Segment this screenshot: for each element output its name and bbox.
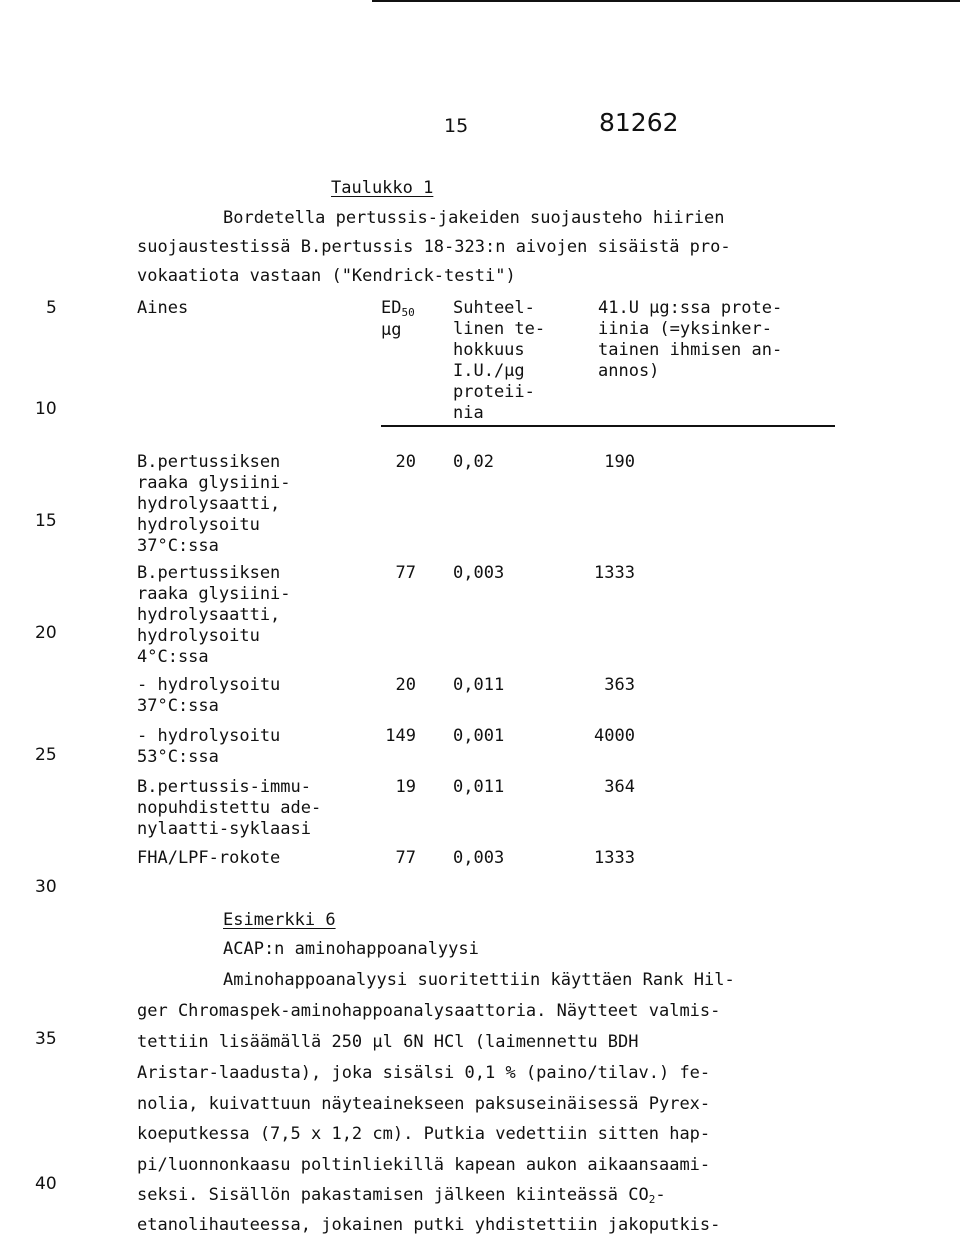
example-heading: Esimerkki 6 xyxy=(223,910,336,930)
table-cell-relative: 0,011 xyxy=(453,777,505,797)
example-subheading: ACAP:n aminohappoanalyysi xyxy=(223,939,479,959)
body-line xyxy=(137,1185,666,1210)
body-line: pi/luonnonkaasu poltinliekillä kapean aukon aikaansaami- xyxy=(137,1155,711,1175)
table-cell-ed50: 149 xyxy=(385,726,416,746)
table-cell-relative: 0,02 xyxy=(453,452,494,472)
line-number: 10 xyxy=(35,399,57,419)
body-line: koeputkessa (7,5 x 1,2 cm). Putkia vedettiin sitten hap- xyxy=(137,1124,711,1144)
table-cell-relative: 0,003 xyxy=(453,848,505,868)
table-cell-relative: 0,001 xyxy=(453,726,505,746)
line-number: 15 xyxy=(35,511,57,531)
table-caption-line: vokaatiota vastaan ("Kendrick-testi") xyxy=(137,266,516,286)
body-line: nolia, kuivattuun näyteainekseen paksuseinäisessä Pyrex- xyxy=(137,1094,711,1114)
table-title: Taulukko 1 xyxy=(331,178,434,198)
body-line: etanolihauteessa, jokainen putki yhdistettiin jakoputkis- xyxy=(137,1215,721,1235)
column-header-dose: 41.U µg:ssa prote- iinia (=yksinker- tainen ihmisen an- annos) xyxy=(598,298,783,381)
table-cell-ed50: 20 xyxy=(395,675,416,695)
table-cell-dose: 190 xyxy=(604,452,635,472)
ed50-subscript: 50 xyxy=(401,306,415,319)
table-caption-line: suojaustestissä B.pertussis 18-323:n aivojen sisäistä pro- xyxy=(137,237,731,257)
table-cell-ed50: 19 xyxy=(395,777,416,797)
body-line: Aminohappoanalyysi suoritettiin käyttäen Rank Hil- xyxy=(223,970,735,990)
table-cell-dose: 1333 xyxy=(594,848,635,868)
body-line: ger Chromaspek-aminohappoanalysaattoria. Näytteet valmis- xyxy=(137,1001,721,1021)
table-cell-dose: 364 xyxy=(604,777,635,797)
table-row-name: B.pertussiksen raaka glysiini- hydrolysaatti, hydrolysoitu 4°C:ssa xyxy=(137,563,291,667)
line-number: 20 xyxy=(35,623,57,643)
table-row-name: B.pertussiksen raaka glysiini- hydrolysaatti, hydrolysoitu 37°C:ssa xyxy=(137,452,291,556)
table-cell-relative: 0,011 xyxy=(453,675,505,695)
column-header-relative-potency: Suhteel- linen te- hokkuus I.U./µg proteii- nia xyxy=(453,298,546,423)
table-cell-dose: 4000 xyxy=(594,726,635,746)
table-row-name: B.pertussis-immu- nopuhdistettu ade- nylaatti-syklaasi xyxy=(137,777,322,839)
body-line: tettiin lisäämällä 250 µl 6N HCl (laimennettu BDH xyxy=(137,1032,639,1052)
top-rule xyxy=(372,0,960,2)
co2-suffix: - xyxy=(655,1185,666,1205)
table-cell-ed50: 77 xyxy=(395,848,416,868)
table-cell-relative: 0,003 xyxy=(453,563,505,583)
column-header-material: Aines xyxy=(137,298,189,318)
table-cell-ed50: 77 xyxy=(395,563,416,583)
line-number: 30 xyxy=(35,877,57,897)
page-number: 15 xyxy=(444,115,469,137)
co2-subscript: 2 xyxy=(648,1193,656,1206)
line-number: 25 xyxy=(35,745,57,765)
ed50-label: ED xyxy=(381,298,402,318)
table-row-name: FHA/LPF-rokote xyxy=(137,848,281,868)
table-caption-line: Bordetella pertussis-jakeiden suojausteho hiirien xyxy=(223,208,725,228)
line-number: 5 xyxy=(46,298,57,318)
line-number: 40 xyxy=(35,1174,57,1194)
table-cell-dose: 1333 xyxy=(594,563,635,583)
table-row-name: - hydrolysoitu 53°C:ssa xyxy=(137,726,281,767)
body-line-text: seksi. Sisällön pakastamisen jälkeen kiinteässä CO xyxy=(137,1185,649,1205)
table-cell-ed50: 20 xyxy=(395,452,416,472)
body-line: Aristar-laadusta), joka sisälsi 0,1 % (paino/tilav.) fe- xyxy=(137,1063,711,1083)
header-rule xyxy=(381,425,835,427)
patent-number: 81262 xyxy=(599,108,679,137)
table-cell-dose: 363 xyxy=(604,675,635,695)
line-number: 35 xyxy=(35,1029,57,1049)
table-row-name: - hydrolysoitu 37°C:ssa xyxy=(137,675,281,716)
column-header-ed50-unit: µg xyxy=(381,320,402,340)
